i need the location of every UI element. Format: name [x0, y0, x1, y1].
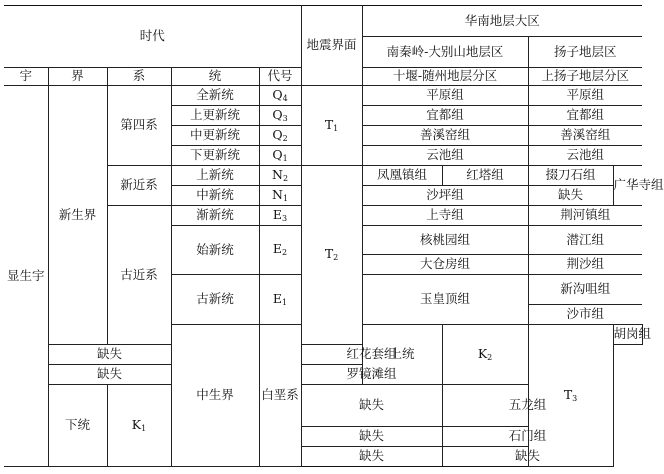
- header-system: 系: [107, 68, 171, 86]
- series-cell: 上新统: [171, 166, 259, 186]
- code-cell: $Q_2$: [259, 126, 301, 146]
- formation-cell: 云池组: [528, 146, 642, 166]
- table-row: [4, 385, 642, 423]
- series-cell: 上统: [362, 325, 442, 385]
- formation-cell: 缺失: [301, 447, 442, 467]
- series-cell: 古新统: [171, 275, 259, 325]
- formation-cell: 宜都组: [528, 106, 642, 126]
- formation-cell: 石门组: [442, 427, 613, 447]
- code-cell: $K_2$: [442, 325, 528, 385]
- series-cell: 始新统: [171, 226, 259, 275]
- formation-cell: 广华寺组: [613, 166, 642, 206]
- formation-cell: 大仓房组: [362, 255, 528, 275]
- code-cell: $Q_1$: [259, 146, 301, 166]
- formation-cell: 胡岗组: [613, 325, 642, 345]
- formation-cell: 缺失: [301, 385, 442, 427]
- code-cell: $N_2$: [259, 166, 301, 186]
- formation-cell: 红花套组: [301, 345, 442, 365]
- series-cell: 上更新统: [171, 106, 259, 126]
- table-row: [4, 86, 642, 106]
- formation-cell: 缺失: [48, 345, 171, 365]
- formation-cell: 沙市组: [528, 305, 642, 325]
- header-district-a: 十堰-随州地层分区: [362, 68, 528, 86]
- system-cretaceous: 白垩系: [259, 325, 301, 467]
- formation-cell: 善溪窑组: [362, 126, 528, 146]
- header-district-b: 上扬子地层分区: [528, 68, 642, 86]
- system-quaternary: 第四系: [107, 86, 171, 166]
- header-era: 时代: [4, 6, 301, 68]
- formation-cell: 云池组: [362, 146, 528, 166]
- stratigraphic-table: [4, 5, 664, 467]
- code-cell: $N_1$: [259, 186, 301, 206]
- formation-cell: 宜都组: [362, 106, 528, 126]
- code-cell: $Q_4$: [259, 86, 301, 106]
- code-cell: $Q_3$: [259, 106, 301, 126]
- formation-cell: 荆沙组: [528, 255, 642, 275]
- series-cell: 渐新统: [171, 206, 259, 226]
- formation-cell: 平原组: [362, 86, 528, 106]
- code-cell: $E_3$: [259, 206, 301, 226]
- series-cell: 中更新统: [171, 126, 259, 146]
- formation-cell: 核桃园组: [362, 226, 528, 255]
- formation-cell: 缺失: [442, 447, 613, 467]
- series-cell: 下统: [48, 385, 107, 467]
- erathem-mesozoic: 中生界: [171, 325, 259, 467]
- erathem-cenozoic: 新生界: [48, 86, 107, 345]
- code-cell: $E_2$: [259, 226, 301, 275]
- header-subregion-b: 扬子地层区: [528, 37, 642, 68]
- header-series: 统: [171, 68, 259, 86]
- header-code: 代号: [259, 68, 301, 86]
- eon-phanerozoic: 显生宇: [4, 86, 48, 467]
- formation-cell: 新沟咀组: [528, 275, 642, 305]
- formation-cell: 红塔组: [442, 166, 528, 186]
- formation-cell: 五龙组: [442, 385, 613, 427]
- series-cell: 中新统: [171, 186, 259, 206]
- formation-cell: 缺失: [48, 365, 171, 385]
- series-cell: 全新统: [171, 86, 259, 106]
- formation-cell: 掇刀石组: [528, 166, 613, 186]
- system-paleogene: 古近系: [107, 206, 171, 345]
- header-eon: 宇: [4, 68, 48, 86]
- interface-t3: $T_3$: [528, 325, 613, 467]
- formation-cell: 缺失: [301, 427, 442, 447]
- formation-cell: 平原组: [528, 86, 642, 106]
- formation-cell: 沙坪组: [362, 186, 528, 206]
- formation-cell: 潜江组: [528, 226, 642, 255]
- code-cell: $K_1$: [107, 385, 171, 467]
- interface-t1: $T_1$: [301, 86, 362, 166]
- formation-cell: 上寺组: [362, 206, 528, 226]
- formation-cell: 玉皇顶组: [362, 275, 528, 325]
- formation-cell: 缺失: [528, 186, 613, 206]
- series-cell: 下更新统: [171, 146, 259, 166]
- formation-cell: 凤凰镇组: [362, 166, 442, 186]
- header-subregion-a: 南秦岭-大别山地层区: [362, 37, 528, 68]
- code-cell: $E_1$: [259, 275, 301, 325]
- header-region: 华南地层大区: [362, 6, 642, 37]
- system-neogene: 新近系: [107, 166, 171, 206]
- formation-cell: 荆河镇组: [528, 206, 642, 226]
- interface-t2: $T_2$: [301, 166, 362, 345]
- formation-cell: 罗镜滩组: [301, 365, 442, 385]
- formation-cell: 善溪窑组: [528, 126, 642, 146]
- header-erathem: 界: [48, 68, 107, 86]
- header-seismic-interface: 地震界面: [301, 6, 362, 86]
